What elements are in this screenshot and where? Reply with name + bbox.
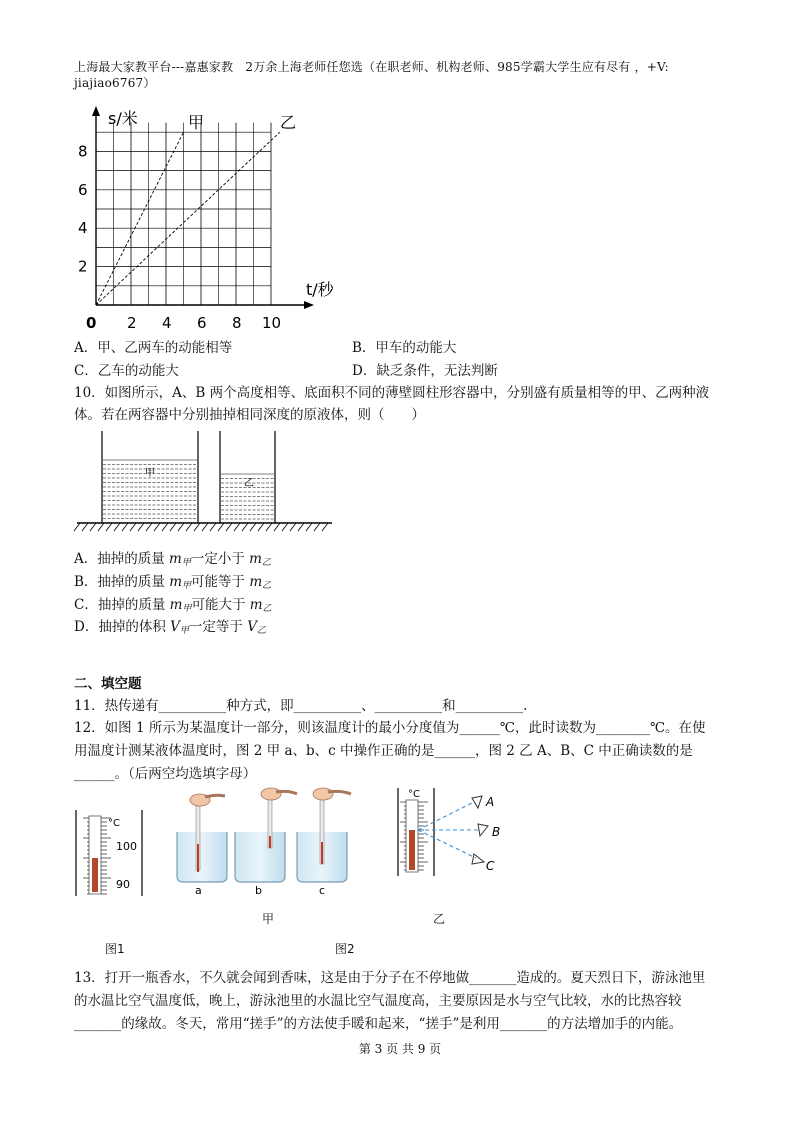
graph-series xyxy=(96,132,280,305)
x-tick-label: 6 xyxy=(197,314,207,332)
q9-option-a: A．甲、乙两车的动能相等 xyxy=(74,340,233,356)
beaker-a xyxy=(177,794,227,882)
x-axis-arrow xyxy=(304,301,314,309)
fig1-mercury xyxy=(92,858,98,892)
liquid-b-label: 乙 xyxy=(244,478,254,489)
fig2-yi-label: 乙 xyxy=(433,912,446,926)
section-title: 二、填空题 xyxy=(74,676,142,692)
fig1-unit: °C xyxy=(108,818,120,829)
series-label-jia: 甲 xyxy=(188,113,205,132)
st-graph xyxy=(70,100,360,340)
q10-line-2: 体。若在两容器中分别抽掉相同深度的原液体，则（ ） xyxy=(74,407,425,423)
y-tick-label: 8 xyxy=(78,142,88,161)
q13-line-3: _______的缘故。冬天，常用“搓手”的方法使手暖和起来，“搓手”是利用_______的方法增加手的内能。 xyxy=(74,1016,683,1032)
x-tick-label: 4 xyxy=(162,314,172,332)
yi-unit: °C xyxy=(408,789,420,800)
container-b xyxy=(220,431,275,523)
fig2-reading xyxy=(392,784,522,884)
ground-hatch xyxy=(74,523,328,531)
q10-line-1: 10．如图所示，A、B 两个高度相等、底面积不同的薄壁圆柱形容器中，分别盛有质量相等的甲、乙两种液 xyxy=(74,385,710,401)
q10-option-c: C．抽掉的质量 $m_甲$可能大于 $m_乙$ xyxy=(74,597,272,614)
x-tick-labels xyxy=(86,314,281,332)
header-line-2: jiajiao6767） xyxy=(74,76,156,90)
fig1-thermometer xyxy=(72,806,152,898)
eye-b-label: B xyxy=(492,825,501,839)
q13-line-1: 13．打开一瓶香水，不久就会闻到香味，这是由于分子在不停地做_______造成的。夏天烈日下，游泳池里 xyxy=(74,970,706,986)
series-line-jia xyxy=(96,132,184,305)
header-line-1: 上海最大家教平台---嘉惠家教 2万余上海老师任您选（在职老师、机构老师、985学霸大学生应有尽有 ，+V: xyxy=(74,60,669,74)
graph-grid xyxy=(96,123,271,305)
beaker-b xyxy=(235,788,297,882)
fig2-caption: 图2 xyxy=(335,942,355,956)
x-axis-label: t/秒 xyxy=(306,280,334,299)
q11-text: 11．热传递有__________种方式，即__________、__________和__________. xyxy=(74,698,528,714)
eye-a-label: A xyxy=(486,795,495,809)
q13-line-2: 的水温比空气温度低，晚上，游泳池里的水温比空气温度高，主要原因是水与空气比较，水的比热容较 xyxy=(74,993,682,1009)
eye-c-label: C xyxy=(486,859,495,873)
fig1-tick-90: 90 xyxy=(116,878,130,891)
q9-option-c: C．乙车的动能大 xyxy=(74,363,179,379)
beaker-a-label: a xyxy=(195,884,202,897)
x-tick-label: 10 xyxy=(262,314,282,332)
series-line-yi xyxy=(96,132,280,305)
eye-a-icon xyxy=(472,796,482,808)
fig2-beakers xyxy=(165,784,375,899)
y-tick-labels xyxy=(78,142,88,275)
eye-b-icon xyxy=(478,824,488,836)
eye-c-icon xyxy=(472,854,484,864)
y-tick-label: 6 xyxy=(78,180,88,199)
x-tick-label: 2 xyxy=(127,314,137,332)
page-footer: 第 3 页 共 9 页 xyxy=(358,1042,442,1056)
q12-line-1: 12．如图 1 所示为某温度计一部分，则该温度计的最小分度值为______℃，此时读数为________℃。在使 xyxy=(74,720,706,736)
liquid-a-label: 甲 xyxy=(145,468,155,479)
beaker-b-label: b xyxy=(255,884,262,897)
fig1-caption: 图1 xyxy=(105,942,125,956)
y-axis-label: s/米 xyxy=(108,109,138,128)
q10-option-a: A．抽掉的质量 $m_甲$一定小于 $m_乙$ xyxy=(74,551,271,568)
q10-option-d: D．抽掉的体积 $V_甲$一定等于 $V_乙$ xyxy=(74,619,266,636)
q12-line-2: 用温度计测某液体温度时，图 2 甲 a、b、c 中操作正确的是______，图 2 乙 A、B、C 中正确读数的是 xyxy=(74,743,693,759)
x-tick-label: 8 xyxy=(232,314,242,332)
beaker-c-label: c xyxy=(319,884,326,897)
q9-option-b: B．甲车的动能大 xyxy=(352,340,457,356)
q9-option-d: D．缺乏条件，无法判断 xyxy=(352,363,498,379)
fig2-jia-label: 甲 xyxy=(262,912,275,926)
yi-mercury xyxy=(409,830,415,870)
fig1-tick-100: 100 xyxy=(116,840,137,853)
series-label-yi: 乙 xyxy=(280,113,297,132)
beaker-c xyxy=(297,788,351,882)
y-tick-label: 4 xyxy=(78,219,88,238)
q10-option-b: B．抽掉的质量 $m_甲$可能等于 $m_乙$ xyxy=(74,574,272,591)
y-axis-arrow xyxy=(92,106,100,116)
x-tick-label: 0 xyxy=(86,314,97,332)
y-tick-label: 2 xyxy=(78,257,88,276)
containers-diagram xyxy=(72,426,337,536)
q12-line-3: ______。（后两空均选填字母） xyxy=(74,766,257,782)
